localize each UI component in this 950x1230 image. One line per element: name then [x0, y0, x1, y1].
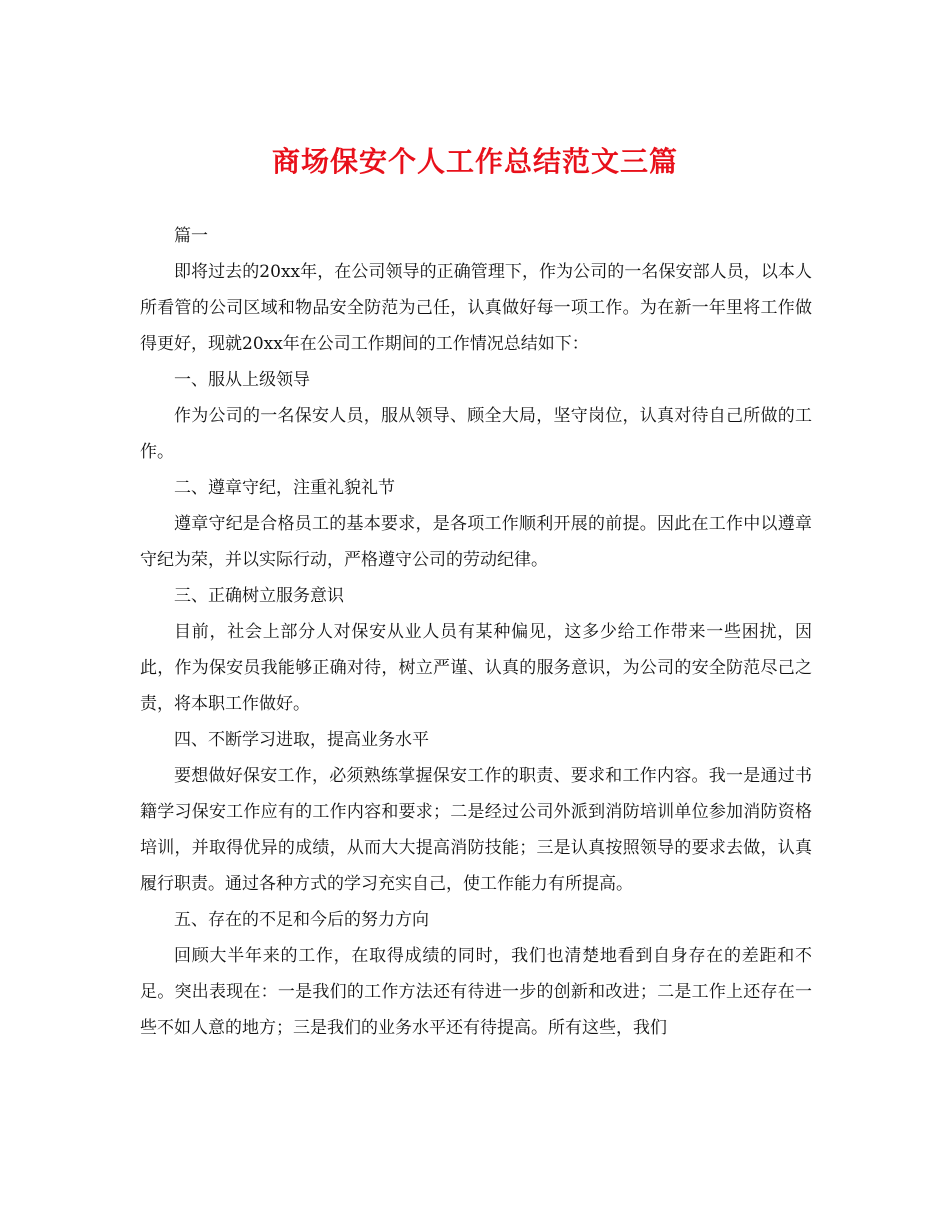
section-heading: 三、正确树立服务意识: [174, 586, 344, 606]
body-paragraph: 即将过去的20xx年，在公司领导的正确管理下，作为公司的一名保安部人员，以本人所看管的公司区域和物品安全防范为己任，认真做好每一项工作。为在新一年里将工作做得更好，现就20xx年在公司工作期间的工作情况总结如下：: [140, 262, 812, 354]
document-body: [140, 218, 812, 1046]
body-paragraph: 目前，社会上部分人对保安从业人员有某种偏见，这多少给工作带来一些困扰，因此，作为保安员我能够正确对待，树立严谨、认真的服务意识，为公司的安全防范尽己之责，将本职工作做好。: [140, 622, 812, 714]
body-paragraph: 作为公司的一名保安人员，服从领导、顾全大局，坚守岗位，认真对待自己所做的工作。: [140, 406, 812, 462]
body-paragraph: 要想做好保安工作，必须熟练掌握保安工作的职责、要求和工作内容。我一是通过书籍学习保安工作应有的工作内容和要求；二是经过公司外派到消防培训单位参加消防资格培训，并取得优异的成绩，从而大大提高消防技能；三是认真按照领导的要求去做，认真履行职责。通过各种方式的学习充实自己，使工作能力有所提高。: [140, 766, 812, 894]
body-paragraph: 回顾大半年来的工作，在取得成绩的同时，我们也清楚地看到自身存在的差距和不足。突出表现在：一是我们的工作方法还有待进一步的创新和改进；二是工作上还存在一些不如人意的地方；三是我们的业务水平还有待提高。所有这些，我们: [140, 946, 812, 1038]
section-heading: 四、不断学习进取，提高业务水平: [174, 730, 429, 750]
section-heading: 篇一: [174, 226, 208, 246]
section-heading: 五、存在的不足和今后的努力方向: [174, 910, 429, 930]
section-heading: 二、遵章守纪，注重礼貌礼节: [174, 478, 395, 498]
document-title: 商场保安个人工作总结范文三篇: [271, 145, 678, 178]
body-paragraph: 遵章守纪是合格员工的基本要求，是各项工作顺利开展的前提。因此在工作中以遵章守纪为荣，并以实际行动，严格遵守公司的劳动纪律。: [140, 514, 812, 570]
section-heading: 一、服从上级领导: [174, 370, 310, 390]
